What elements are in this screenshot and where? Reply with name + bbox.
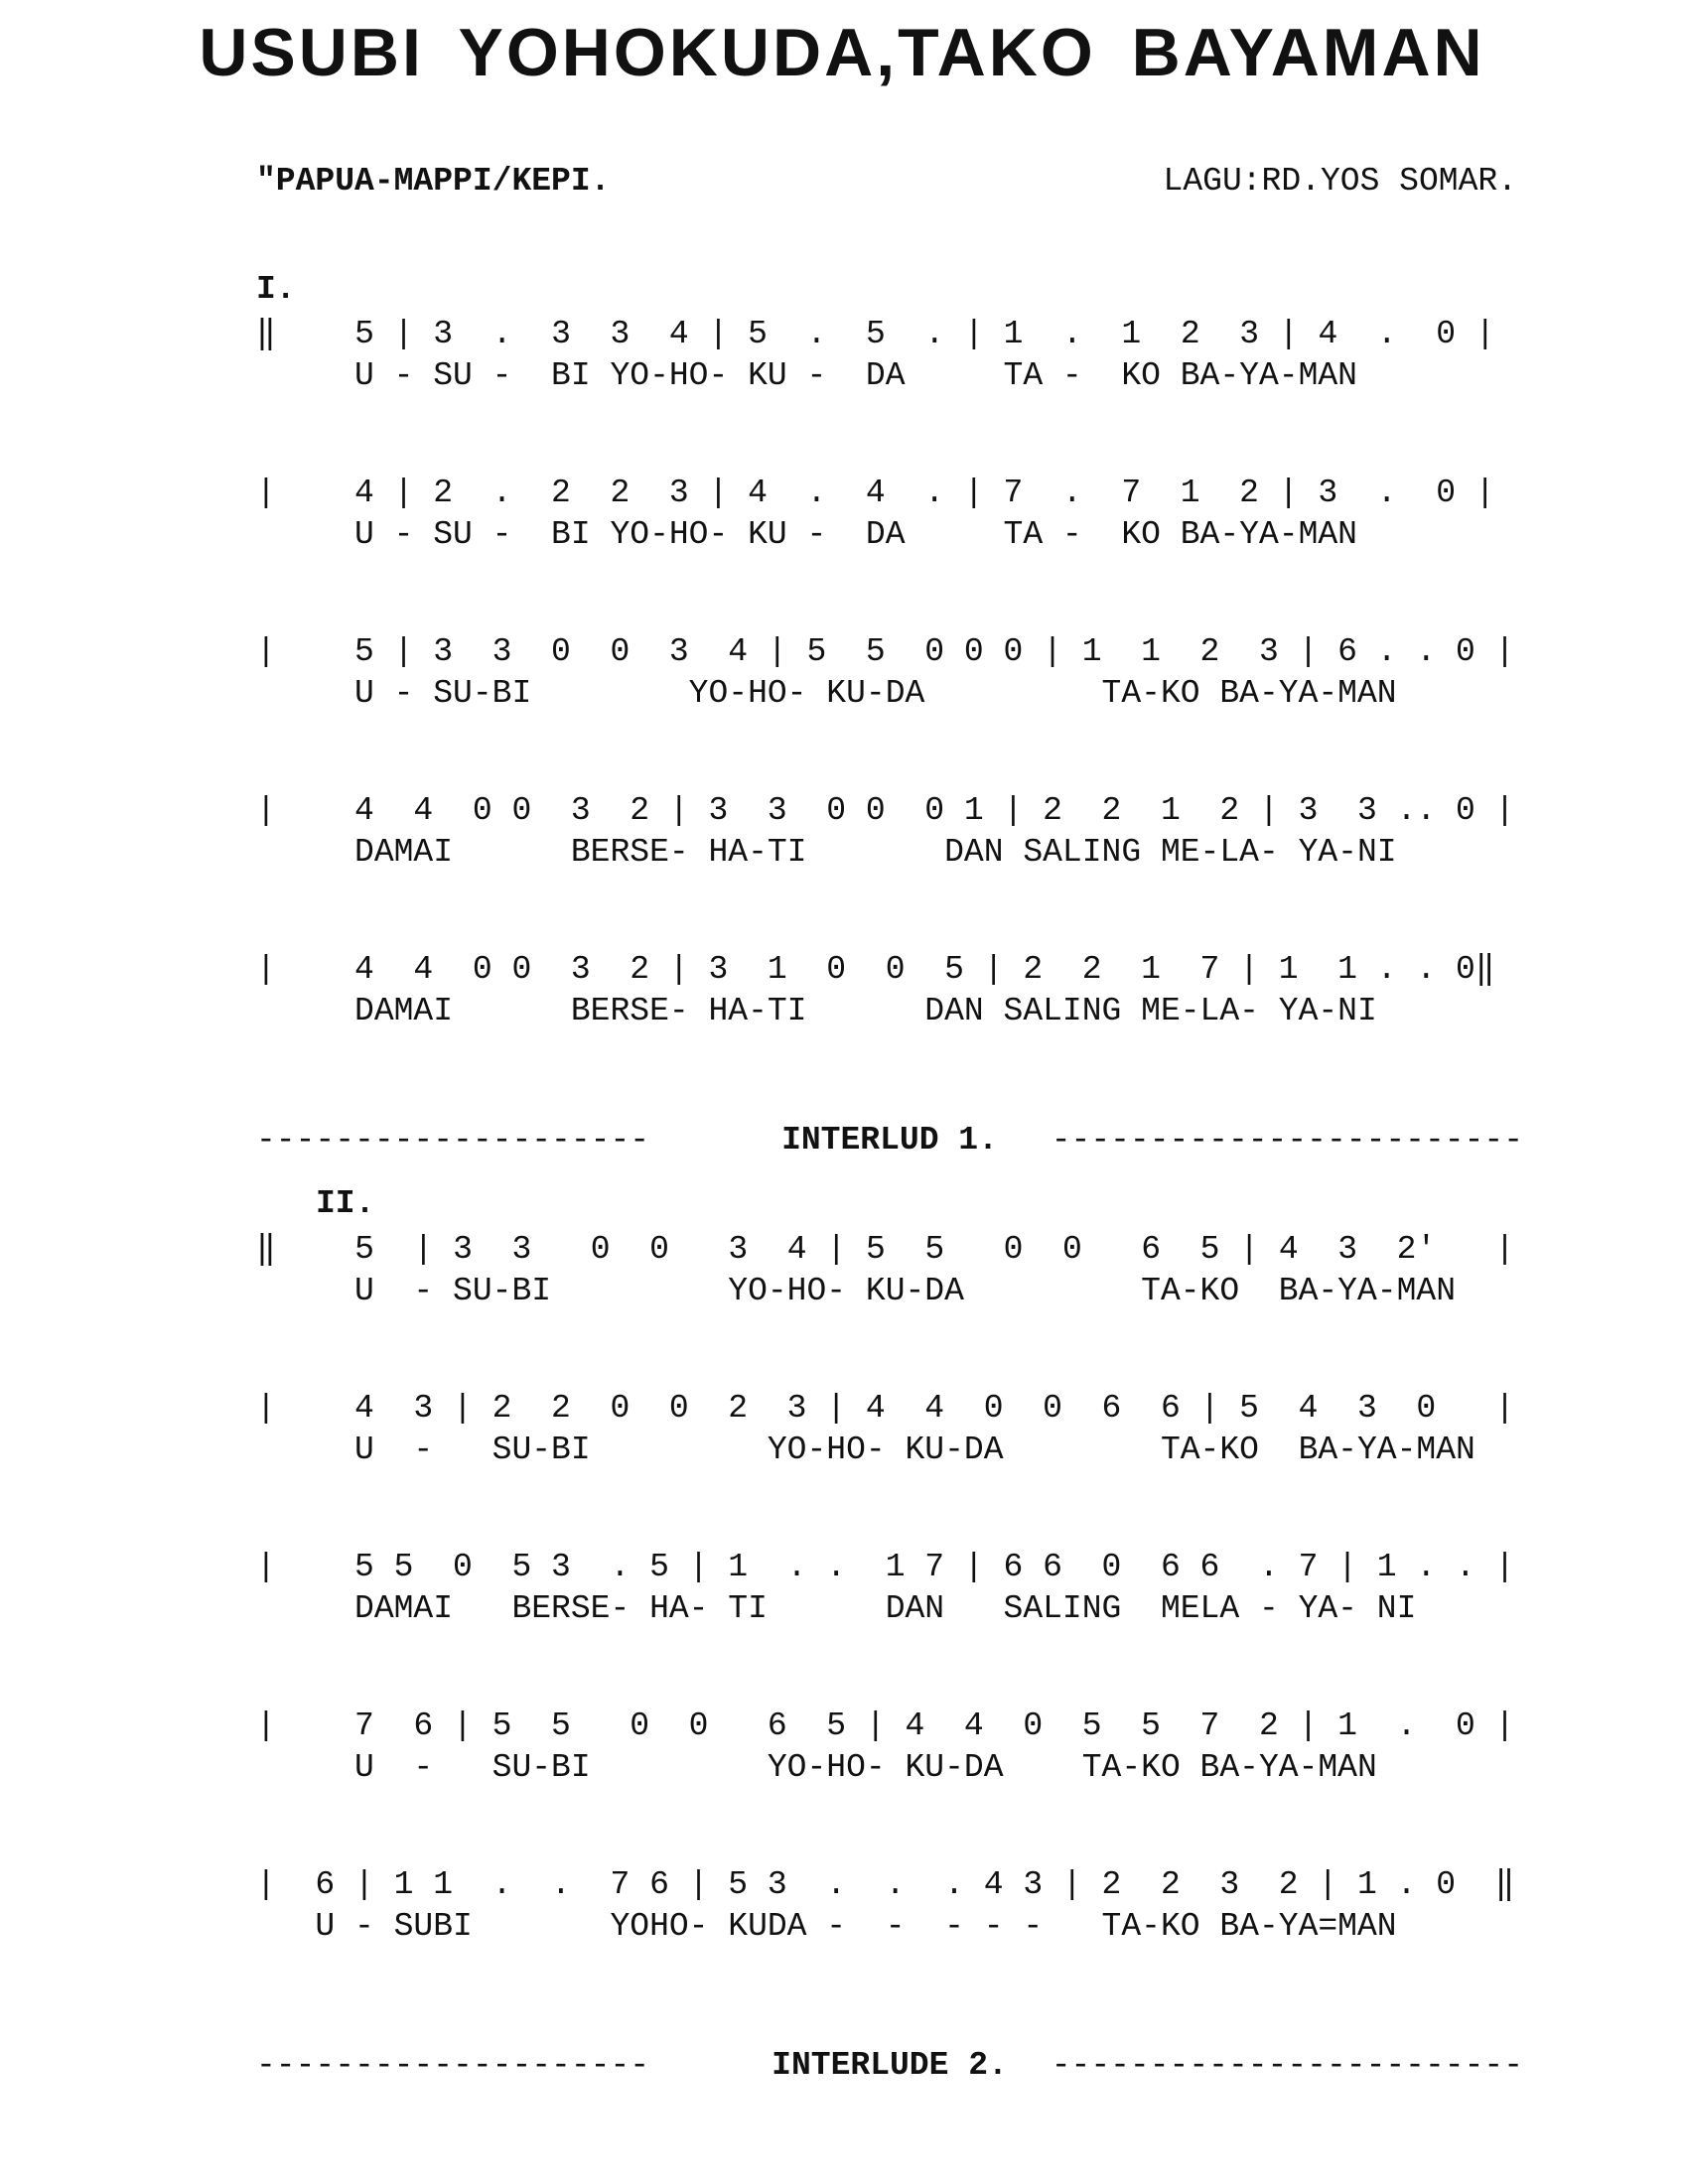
- interlude-label: INTERLUD 1.: [781, 1122, 998, 1159]
- lyric-line: U - SUBI YOHO- KUDA - - - - - TA-KO BA-YA=MAN: [256, 1908, 1397, 1945]
- score-row: [256, 1233, 1527, 1316]
- notation-line: | 4 3 | 2 2 0 0 2 3 | 4 4 0 0 6 6 | 5 4 3 0 |: [256, 1390, 1515, 1427]
- section-label: I.: [256, 271, 296, 308]
- score-row: [256, 794, 1527, 878]
- lyric-line: U - SU-BI YO-HO- KU-DA TA-KO BA-YA-MAN: [256, 1749, 1377, 1786]
- score-row: [256, 1551, 1527, 1634]
- notation-line: | 4 | 2 . 2 2 3 | 4 . 4 . | 7 . 7 1 2 | 3 . 0 |: [256, 475, 1495, 511]
- lyric-line: U - SU-BI YO-HO- KU-DA TA-KO BA-YA-MAN: [256, 1432, 1475, 1468]
- score-row: [256, 635, 1527, 719]
- lyric-line: U - SU-BI YO-HO- KU-DA TA-KO BA-YA-MAN: [256, 675, 1397, 712]
- lyric-line: DAMAI BERSE- HA-TI DAN SALING ME-LA- YA-NI: [256, 993, 1377, 1029]
- song-title: USUBI YOHOKUDA,TAKO BAYAMAN: [199, 15, 1485, 90]
- score-row: [256, 1709, 1527, 1793]
- notation-line: ‖ 5 | 3 . 3 3 4 | 5 . 5 . | 1 . 1 2 3 | 4 . 0 |: [256, 316, 1495, 352]
- dash-rule: ------------------------: [1051, 1122, 1523, 1159]
- lyric-line: U - SU-BI YO-HO- KU-DA TA-KO BA-YA-MAN: [256, 1273, 1456, 1309]
- lyric-line: U - SU - BI YO-HO- KU - DA TA - KO BA-YA-MAN: [256, 516, 1357, 553]
- score-row: [256, 953, 1527, 1036]
- score-row: [256, 1392, 1527, 1475]
- interlude-divider: [256, 2047, 1523, 2087]
- composer-credit: LAGU:RD.YOS SOMAR.: [1163, 163, 1517, 200]
- interlude-divider: [256, 1122, 1523, 1161]
- song-origin: "PAPUA-MAPPI/KEPI.: [256, 163, 611, 200]
- score-row: [256, 318, 1527, 401]
- notation-line: | 5 5 0 5 3 . 5 | 1 . . 1 7 | 6 6 0 6 6 . 7 | 1 . . |: [256, 1549, 1515, 1585]
- lyric-line: U - SU - BI YO-HO- KU - DA TA - KO BA-YA-MAN: [256, 357, 1357, 394]
- notation-line: | 4 4 0 0 3 2 | 3 1 0 0 5 | 2 2 1 7 | 1 1 . . 0‖: [256, 951, 1495, 988]
- notation-line: | 6 | 1 1 . . 7 6 | 5 3 . . . 4 3 | 2 2 3 2 | 1 . 0 ‖: [256, 1866, 1515, 1903]
- dash-rule: --------------------: [256, 1122, 650, 1159]
- score-row: [256, 1868, 1527, 1952]
- dash-rule: ------------------------: [1051, 2047, 1523, 2084]
- lyric-line: DAMAI BERSE- HA- TI DAN SALING MELA - YA- NI: [256, 1590, 1417, 1627]
- lyric-line: DAMAI BERSE- HA-TI DAN SALING ME-LA- YA-NI: [256, 834, 1397, 871]
- notation-line: | 5 | 3 3 0 0 3 4 | 5 5 0 0 0 | 1 1 2 3 | 6 . . 0 |: [256, 633, 1515, 670]
- notation-line: | 7 6 | 5 5 0 0 6 5 | 4 4 0 5 5 7 2 | 1 . 0 |: [256, 1707, 1515, 1744]
- score-row: [256, 477, 1527, 560]
- section-label: II.: [316, 1185, 375, 1222]
- interlude-label: INTERLUDE 2.: [772, 2047, 1008, 2084]
- notation-line: ‖ 5 | 3 3 0 0 3 4 | 5 5 0 0 6 5 | 4 3 2' |: [256, 1231, 1515, 1268]
- dash-rule: --------------------: [256, 2047, 650, 2084]
- notation-line: | 4 4 0 0 3 2 | 3 3 0 0 0 1 | 2 2 1 2 | 3 3 .. 0 |: [256, 792, 1515, 829]
